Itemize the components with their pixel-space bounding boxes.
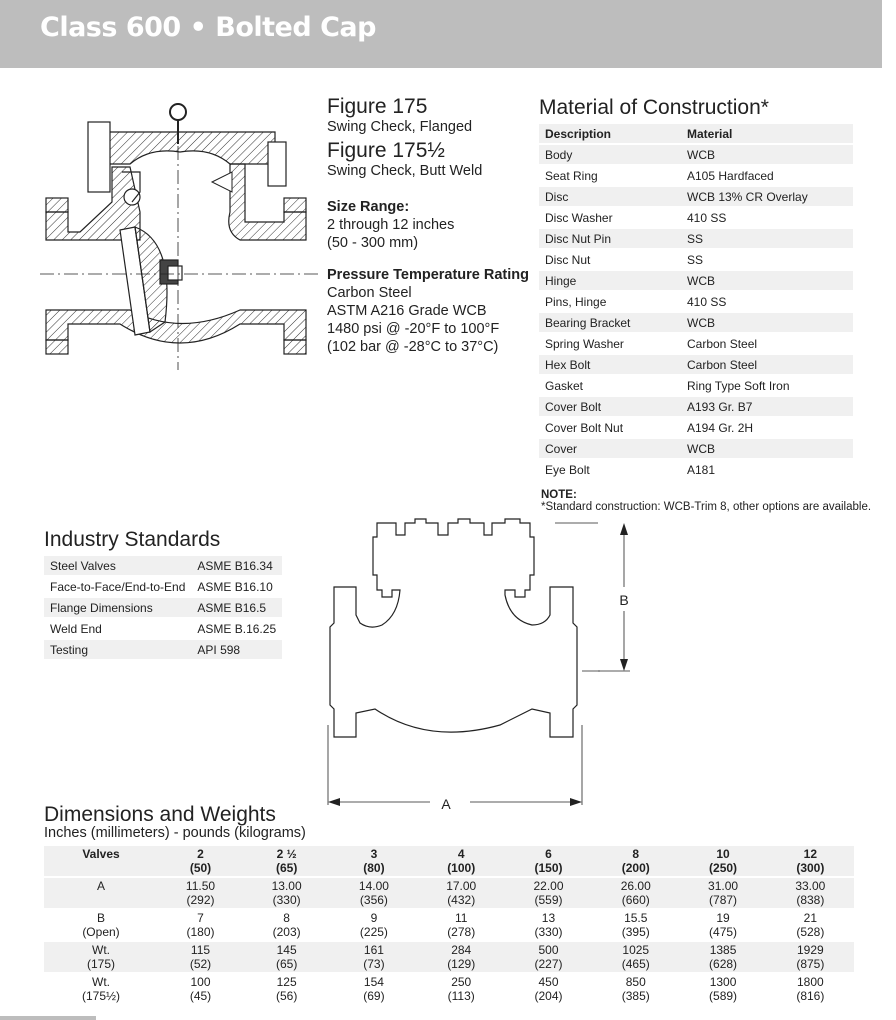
size-mm: (65): [275, 861, 298, 875]
materials-row: [539, 439, 853, 458]
figure-175-half-title: Figure 175½: [327, 139, 445, 162]
footer-bar: [0, 1016, 96, 1020]
page-title: Class 600 • Bolted Cap: [40, 12, 376, 43]
pressure-rating-line: Carbon Steel: [327, 285, 412, 301]
dimension-value: [767, 942, 854, 972]
dimension-value: [158, 942, 243, 972]
dimensions-table: [44, 844, 854, 1006]
material-description: Seat Ring: [545, 168, 598, 183]
size-header: [679, 846, 766, 876]
value-metric: (73): [363, 957, 385, 971]
value-metric: (204): [534, 989, 563, 1003]
material-value: A194 Gr. 2H: [687, 420, 754, 435]
value-metric: (559): [534, 893, 563, 907]
value-imperial: 14.00: [358, 879, 389, 893]
figure-175-title: Figure 175: [327, 95, 428, 118]
value-imperial: 145: [276, 943, 297, 957]
size-header: [767, 846, 854, 876]
materials-row: [539, 460, 853, 479]
row-label-main: Wt.: [92, 943, 110, 957]
material-value: Carbon Steel: [687, 336, 758, 351]
value-imperial: 13: [541, 911, 556, 925]
materials-row: [539, 229, 853, 248]
size-mm: (50): [189, 861, 212, 875]
value-metric: (69): [363, 989, 385, 1003]
materials-table: [539, 122, 853, 481]
dimension-value: [592, 942, 679, 972]
figure-175-half-subtitle: Swing Check, Butt Weld: [327, 163, 483, 179]
value-imperial: 850: [625, 975, 646, 989]
material-description: Cover Bolt Nut: [545, 420, 624, 435]
value-metric: (589): [709, 989, 738, 1003]
dimension-value: [592, 878, 679, 908]
size-mm: (200): [621, 861, 650, 875]
dimensions-title: Dimensions and Weights: [44, 803, 276, 826]
materials-title: Material of Construction*: [539, 96, 769, 119]
size-inch: 3: [370, 847, 378, 861]
size-inch: 10: [716, 847, 730, 861]
dimension-value: [505, 974, 592, 1004]
value-imperial: 250: [451, 975, 472, 989]
standard-value: ASME B16.34: [191, 556, 282, 575]
pressure-rating-line: ASTM A216 Grade WCB: [327, 303, 487, 319]
value-imperial: 11.50: [185, 879, 216, 893]
dimension-value: [158, 910, 243, 940]
materials-row: [539, 334, 853, 353]
value-metric: (227): [534, 957, 563, 971]
valves-label: Valves: [82, 847, 120, 861]
size-inch: 2 ½: [276, 847, 297, 861]
value-imperial: 11: [454, 911, 468, 925]
valve-outline-drawing: [320, 515, 640, 815]
standard-value: API 598: [191, 640, 282, 659]
value-imperial: 1300: [709, 975, 737, 989]
dimensions-header-row: [44, 846, 854, 876]
materials-row: [539, 166, 853, 185]
value-imperial: 100: [190, 975, 211, 989]
dimension-a-label: A: [441, 796, 451, 812]
materials-row: [539, 292, 853, 311]
value-imperial: 33.00: [795, 879, 826, 893]
material-value: WCB 13% CR Overlay: [681, 187, 853, 206]
standards-section: [44, 528, 277, 661]
value-metric: (129): [447, 957, 476, 971]
material-value: A105 Hardfaced: [687, 168, 774, 183]
material-value: WCB: [681, 313, 853, 332]
size-range-line: 2 through 12 inches: [327, 217, 455, 233]
material-value: SS: [687, 252, 704, 267]
material-value: WCB: [681, 271, 853, 290]
size-mm: (300): [796, 861, 825, 875]
dimension-value: [418, 974, 505, 1004]
materials-row: [539, 145, 853, 164]
materials-header-description: Description: [539, 124, 681, 143]
value-imperial: 15.5: [624, 911, 648, 925]
material-value: A181: [687, 462, 716, 477]
dimension-value: [679, 878, 766, 908]
value-metric: (52): [189, 957, 212, 971]
standard-item: Weld End: [50, 621, 102, 636]
dimension-value: [158, 974, 243, 1004]
size-inch: 2: [197, 847, 204, 861]
material-value: 410 SS: [687, 210, 727, 225]
material-value: A193 Gr. B7: [681, 397, 853, 416]
value-imperial: 500: [538, 943, 559, 957]
standard-item: Flange Dimensions: [44, 598, 191, 617]
dimensions-section: [44, 804, 854, 1006]
value-metric: (465): [621, 957, 650, 971]
material-value: SS: [681, 229, 853, 248]
material-description: Disc Washer: [545, 210, 613, 225]
size-range-line: (50 - 300 mm): [327, 235, 419, 251]
row-label-main: Wt.: [92, 975, 110, 989]
materials-row: [539, 397, 853, 416]
size-header: [505, 846, 592, 876]
row-label-sub: (175½): [81, 989, 121, 1003]
size-range-heading: Size Range:: [327, 199, 410, 215]
pressure-rating-line: 1480 psi @ -20°F to 100°F: [327, 321, 500, 337]
dimension-value: [505, 878, 592, 908]
value-metric: (385): [621, 989, 650, 1003]
value-metric: (203): [272, 925, 301, 939]
value-metric: (395): [621, 925, 650, 939]
value-metric: (330): [272, 893, 301, 907]
standard-value: ASME B16.10: [197, 579, 273, 594]
dimension-value: [767, 974, 854, 1004]
value-metric: (56): [275, 989, 298, 1003]
size-header: [158, 846, 243, 876]
pressure-rating-line: (102 bar @ -28°C to 37°C): [327, 339, 499, 355]
valve-section-drawing: [40, 92, 320, 382]
row-label: [44, 942, 158, 972]
standards-title: Industry Standards: [44, 528, 221, 551]
row-label-main: B: [96, 911, 105, 925]
standards-table: [44, 554, 282, 661]
dimension-value: [592, 910, 679, 940]
material-description: Disc Nut Pin: [539, 229, 681, 248]
material-value: WCB: [681, 145, 853, 164]
value-metric: (628): [709, 957, 738, 971]
material-description: Hinge: [539, 271, 681, 290]
value-metric: (660): [621, 893, 650, 907]
value-metric: (113): [447, 989, 475, 1003]
dimension-value: [418, 942, 505, 972]
standard-item: Steel Valves: [44, 556, 191, 575]
dimension-value: [330, 878, 417, 908]
size-mm: (150): [534, 861, 563, 875]
row-label-sub: (175): [86, 957, 115, 971]
standards-row: [44, 556, 282, 575]
dimension-value: [679, 942, 766, 972]
size-inch: 6: [545, 847, 552, 861]
valves-header: [44, 846, 158, 876]
row-label-main: A: [96, 879, 105, 893]
value-metric: (816): [796, 989, 825, 1003]
dimension-value: [505, 910, 592, 940]
value-imperial: 450: [538, 975, 559, 989]
value-imperial: 22.00: [533, 879, 564, 893]
value-metric: (278): [447, 925, 476, 939]
value-imperial: 7: [197, 911, 204, 925]
dimensions-row: [44, 974, 854, 1004]
dimension-value: [418, 910, 505, 940]
size-inch: 12: [803, 847, 818, 861]
dimension-value: [679, 974, 766, 1004]
materials-row: [539, 271, 853, 290]
material-description: Spring Washer: [545, 336, 624, 351]
materials-row: [539, 418, 853, 437]
material-description: Eye Bolt: [545, 462, 590, 477]
size-header: [418, 846, 505, 876]
standard-item: Testing: [44, 640, 191, 659]
value-metric: (838): [796, 893, 825, 907]
pressure-rating-heading: Pressure Temperature Rating: [327, 267, 529, 283]
standard-value: ASME B16.5: [191, 598, 282, 617]
material-description: Disc Nut: [545, 252, 591, 267]
material-description: Gasket: [545, 378, 584, 393]
dimensions-subtitle: Inches (millimeters) - pounds (kilograms): [44, 825, 306, 841]
materials-row: [539, 187, 853, 206]
materials-section: [539, 96, 853, 481]
size-header: [243, 846, 330, 876]
value-metric: (875): [796, 957, 825, 971]
material-description: Body: [539, 145, 681, 164]
figure-175-subtitle: Swing Check, Flanged: [327, 119, 473, 135]
material-description: Cover Bolt: [539, 397, 681, 416]
dimension-value: [330, 910, 417, 940]
value-imperial: 26.00: [620, 879, 651, 893]
dimension-value: [505, 942, 592, 972]
value-imperial: 1025: [622, 943, 650, 957]
dimensions-row: [44, 910, 854, 940]
standard-value: ASME B.16.25: [197, 621, 277, 636]
dimension-value: [330, 974, 417, 1004]
material-description: Disc: [539, 187, 681, 206]
material-description: Hex Bolt: [539, 355, 681, 374]
row-label: [44, 878, 158, 908]
header-banner: [0, 0, 882, 68]
dimensions-row: [44, 942, 854, 972]
standards-row: [44, 619, 282, 638]
dimension-value: [158, 878, 243, 908]
dimension-value: [330, 942, 417, 972]
material-value: Carbon Steel: [681, 355, 853, 374]
dimension-value: [767, 910, 854, 940]
value-imperial: 17.00: [446, 879, 477, 893]
value-metric: (330): [534, 925, 563, 939]
dimension-value: [243, 942, 330, 972]
material-description: Bearing Bracket: [539, 313, 681, 332]
size-mm: (80): [363, 861, 385, 875]
value-imperial: 1385: [709, 943, 737, 957]
value-imperial: 161: [363, 943, 384, 957]
size-mm: (100): [447, 861, 476, 875]
value-imperial: 284: [451, 943, 472, 957]
standards-row: [44, 577, 282, 596]
size-mm: (250): [709, 861, 738, 875]
value-imperial: 31.00: [708, 879, 739, 893]
value-metric: (432): [447, 893, 476, 907]
dimension-value: [592, 974, 679, 1004]
value-imperial: 21: [803, 911, 818, 925]
dimension-value: [418, 878, 505, 908]
material-value: Ring Type Soft Iron: [687, 378, 790, 393]
dimension-b-label: B: [619, 592, 629, 608]
size-header: [592, 846, 679, 876]
material-description: Cover: [539, 439, 681, 458]
value-metric: (787): [709, 893, 738, 907]
row-label: [44, 910, 158, 940]
dimension-value: [243, 878, 330, 908]
figure-info: [327, 96, 542, 356]
value-metric: (528): [796, 925, 825, 939]
value-metric: (65): [275, 957, 298, 971]
material-description: Pins, Hinge: [545, 294, 607, 309]
dimension-value: [243, 910, 330, 940]
dimension-value: [243, 974, 330, 1004]
materials-row: [539, 250, 853, 269]
standards-row: [44, 598, 282, 617]
value-metric: (356): [359, 893, 388, 907]
dimensions-row: [44, 878, 854, 908]
value-imperial: 19: [716, 911, 730, 925]
material-value: WCB: [681, 439, 853, 458]
materials-note: [541, 489, 871, 513]
value-metric: (292): [186, 893, 215, 907]
row-label-sub: (Open): [82, 925, 120, 939]
note-text: *Standard construction: WCB-Trim 8, other options are available.: [541, 501, 872, 513]
size-header: [330, 846, 417, 876]
value-metric: (225): [359, 925, 388, 939]
materials-row: [539, 208, 853, 227]
value-imperial: 154: [363, 975, 384, 989]
value-imperial: 13.00: [271, 879, 302, 893]
standard-item: Face-to-Face/End-to-End: [50, 579, 186, 594]
row-label: [44, 974, 158, 1004]
material-value: 410 SS: [687, 294, 727, 309]
value-imperial: 9: [370, 911, 378, 925]
value-imperial: 1800: [796, 975, 824, 989]
materials-row: [539, 376, 853, 395]
dimension-value: [679, 910, 766, 940]
note-label: NOTE:: [541, 489, 577, 501]
size-inch: 4: [457, 847, 465, 861]
value-imperial: 115: [190, 943, 211, 957]
size-inch: 8: [632, 847, 640, 861]
row-label-sub: [46, 893, 156, 907]
value-metric: (45): [189, 989, 212, 1003]
value-imperial: 125: [276, 975, 297, 989]
materials-row: [539, 355, 853, 374]
value-metric: (180): [186, 925, 215, 939]
dimension-value: [767, 878, 854, 908]
materials-header-material: Material: [681, 124, 853, 143]
value-imperial: 8: [283, 911, 290, 925]
value-metric: (475): [709, 925, 738, 939]
standards-row: [44, 640, 282, 659]
value-imperial: 1929: [796, 943, 824, 957]
materials-row: [539, 313, 853, 332]
